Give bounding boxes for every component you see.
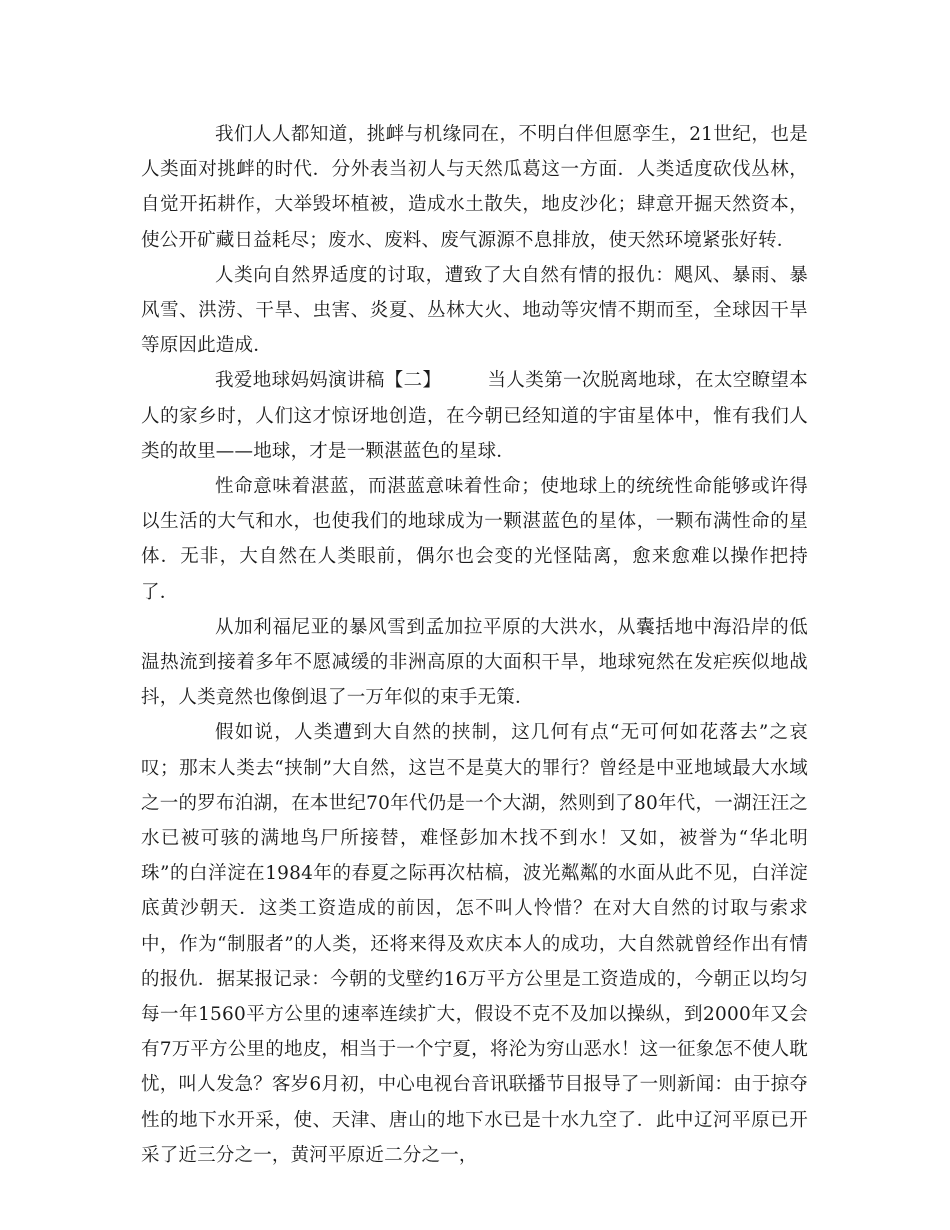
paragraph: 从加利福尼亚的暴风雪到孟加拉平原的大洪水，从囊括地中海沿岸的低温热流到接着多年不愿减缓的非洲高原的大面积干旱，地球宛然在发疟疾似地战抖，人类竟然也像倒退了一万年似的束手无策． [141, 616, 808, 709]
document-body [141, 117, 808, 1173]
paragraph-text: 当人类第一次脱离地球，在太空瞭望本人的家乡时，人们这才惊讶地创造，在今朝已经知道的宇宙星体中，惟有我们人类的故里——地球，才是一颗湛蓝色的星球． [141, 370, 808, 462]
paragraph-with-heading [141, 363, 808, 469]
paragraph: 假如说，人类遭到大自然的挟制，这几何有点“无可何如花落去”之哀叹；那末人类去“挟制”大自然，这岂不是莫大的罪行？曾经是中亚地域最大水域之一的罗布泊湖，在本世纪70年代仍是一个大湖，然则到了80年代，一湖汪汪之水已被可骇的满地鸟尸所接替，难怪彭加木找不到水！又如，被誉为“华北明珠”的白洋淀在1984年的春夏之际再次枯槁，波光粼粼的水面从此不见，白洋淀底黄沙朝天．这类工资造成的前因，怎不叫人怜惜？在对大自然的讨取与索求中，作为“制服者”的人类，还将来得及欢庆本人的成功，大自然就曾经作出有情的报仇．据某报记录：今朝的戈壁约16万平方公里是工资造成的，今朝正以均匀每一年1560平方公里的速率连续扩大，假设不克不及加以操纵，到2000年又会有7万平方公里的地皮，相当于一个宁夏，将沦为穷山恶水！这一征象怎不使人耽忧，叫人发急？客岁6月初，中心电视台音讯联播节目报导了一则新闻：由于掠夺性的地下水开采，使、天津、唐山的地下水已是十水九空了．此中辽河平原已开采了近三分之一，黄河平原近二分之一， [141, 722, 808, 1166]
paragraph: 我们人人都知道，挑衅与机缘同在，不明白伴但愿孪生，21世纪，也是人类面对挑衅的时代．分外表当初人与天然瓜葛这一方面．人类适度砍伐丛林，自觉开拓耕作，大举毁坏植被，造成水土散失，地皮沙化；肆意开掘天然资本，使公开矿藏日益耗尽；废水、废料、废气源源不息排放，使天然环境紧张好转． [141, 124, 808, 251]
section-heading: 我爱地球妈妈演讲稿【二】 [215, 370, 442, 392]
paragraph: 性命意味着湛蓝，而湛蓝意味着性命；使地球上的统统性命能够或许得以生活的大气和水，也使我们的地球成为一颗湛蓝色的星体，一颗布满性命的星体．无非，大自然在人类眼前，偶尔也会变的光怪陆离，愈来愈难以操作把持了． [141, 476, 808, 603]
paragraph: 人类向自然界适度的讨取，遭致了大自然有情的报仇：飓风、暴雨、暴风雪、洪涝、干旱、虫害、炎夏、丛林大火、地动等灾情不期而至，全球因干旱等原因此造成． [141, 264, 808, 357]
